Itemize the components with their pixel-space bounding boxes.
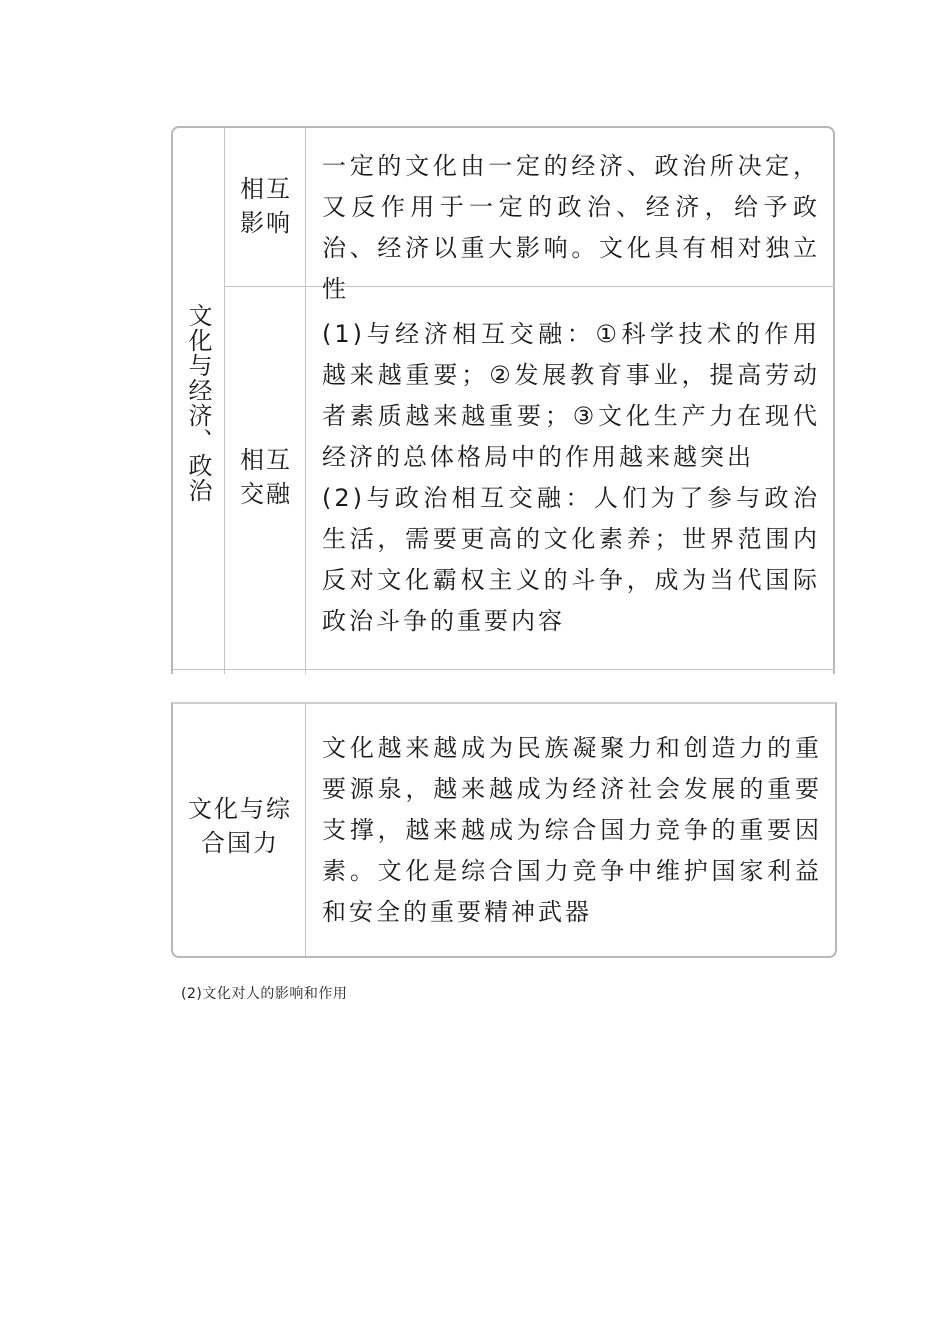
bottom-line [173, 669, 835, 670]
row1-content: 一定的文化由一定的经济、政治所决定，又反作用于一定的政治、经济，给予政治、经济以重大影响。文化具有相对独立性 [322, 152, 820, 303]
row1-label [229, 172, 303, 240]
row1-label-line1: 相互 [240, 175, 292, 203]
row1-label-line2: 影响 [240, 209, 292, 237]
section-caption: (2)文化对人的影响和作用 [181, 986, 348, 1002]
row3-label-line1: 文化与综 [188, 795, 292, 823]
row2-content-p2: (2)与政治相互交融：人们为了参与政治生活，需要更高的文化素养；世界范围内反对文化霸权主义的斗争，成为当代国际政治斗争的重要内容 [322, 484, 820, 635]
column-divider-2 [305, 128, 306, 674]
row3-label-line2: 合国力 [201, 829, 279, 857]
row3-label [177, 792, 303, 860]
table-part1 [171, 126, 835, 674]
row2-label-line2: 交融 [240, 480, 292, 508]
column-divider-1 [224, 128, 225, 674]
table-part2 [171, 702, 837, 958]
column-divider [305, 704, 306, 956]
row2-label-line1: 相互 [240, 446, 292, 474]
row2-label [229, 443, 303, 511]
row2-content-p1: (1)与经济相互交融：①科学技术的作用越来越重要；②发展教育事业，提高劳动者素质越来越重要；③文化生产力在现代经济的总体格局中的作用越来越突出 [322, 320, 820, 471]
row3-content: 文化越来越成为民族凝聚力和创造力的重要源泉，越来越成为经济社会发展的重要支撑，越来越成为综合国力竞争的重要因素。文化是综合国力竞争中维护国家利益和安全的重要精神武器 [322, 734, 822, 926]
row2-content [322, 314, 820, 642]
group-label: 文化与经济、政治 [184, 303, 212, 503]
